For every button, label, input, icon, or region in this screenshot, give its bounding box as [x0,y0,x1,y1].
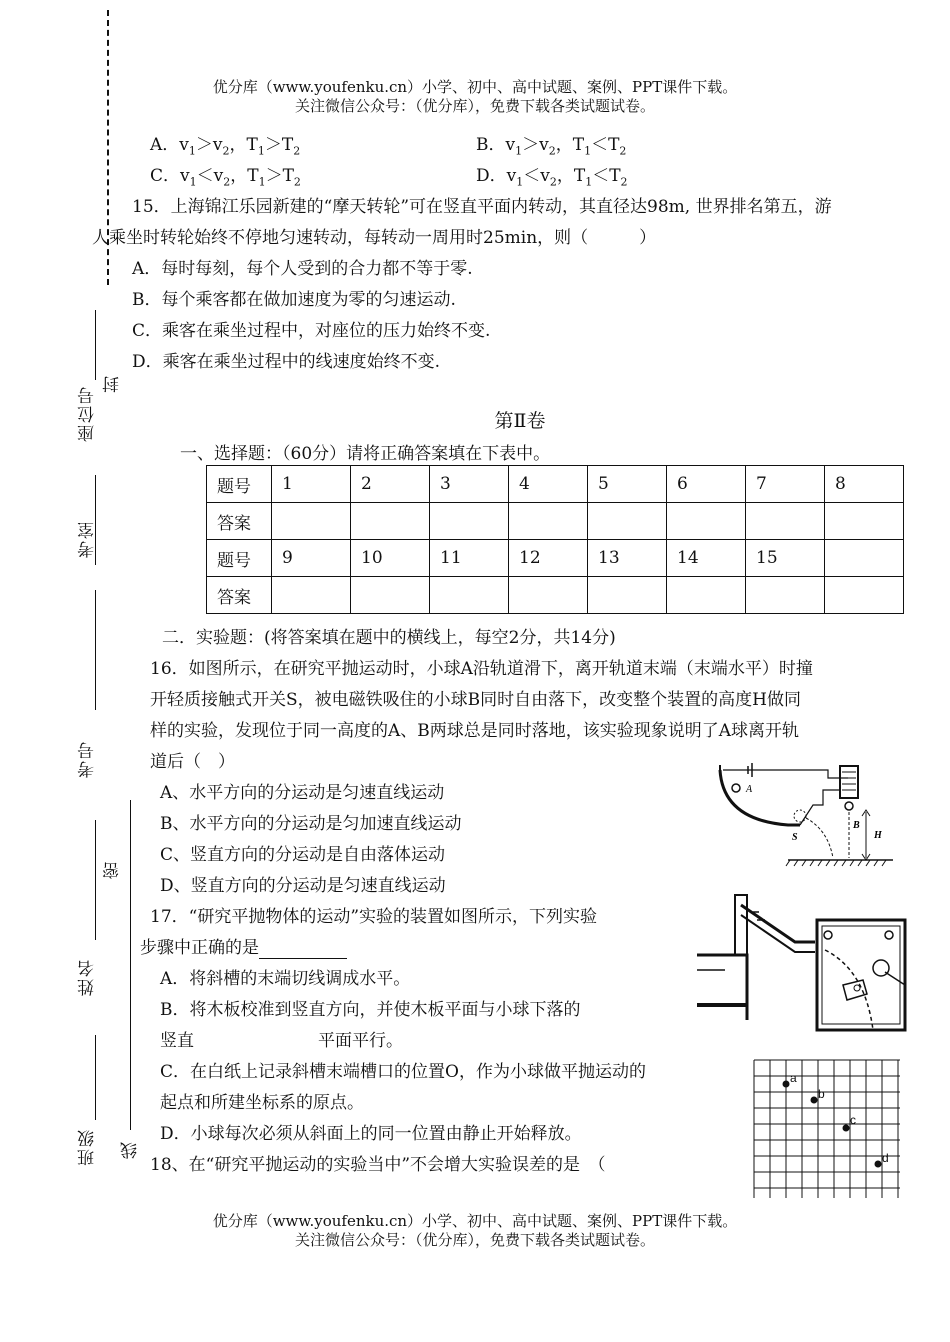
grid-label-d: d [882,1151,889,1165]
answer-cell[interactable] [430,577,509,614]
q15-option-c[interactable]: C．乘客在乘坐过程中，对座位的压力始终不变. [132,321,491,341]
q17-option-c-2: 起点和所建坐标系的原点。 [160,1093,364,1113]
q14-option-d[interactable]: D．$v_1<v_2$，$T_1<T_2$ [476,166,628,189]
q16-option-b[interactable]: B、水平方向的分运动是匀加速直线运动 [160,814,462,834]
q15-option-a[interactable]: A．每时每刻，每个人受到的合力都不等于零. [132,259,473,279]
fig-label-b: B [853,820,860,831]
q15-stem-1: 15．上海锦江乐园新建的“摩天转轮”可在竖直平面内转动，其直径达98m, 世界排名第五，游 [132,197,832,217]
q17-answer-blank[interactable] [259,940,347,959]
line-label: 线 [121,1140,141,1159]
answer-cell[interactable] [825,503,904,540]
exam-no-underline [95,590,96,710]
name-label: 姓名 [78,958,98,996]
q14-option-a[interactable]: A．$v_1>v_2$，$T_1>T_2$ [150,135,301,158]
table-cell: 4 [509,466,588,503]
answer-cell[interactable] [509,503,588,540]
table-cell: 5 [588,466,667,503]
answer-cell[interactable] [667,577,746,614]
grid-label-b: b [818,1087,825,1101]
q15-option-d[interactable]: D．乘客在乘坐过程中的线速度始终不变. [132,352,441,372]
q17-option-b-2: 竖直 平面平行。 [160,1031,403,1051]
q17-option-b-1[interactable]: B．将木板校准到竖直方向，并使木板平面与小球下落的 [160,1000,581,1020]
q16-stem-1: 16．如图所示，在研究平抛运动时，小球A沿轨道滑下，离开轨道末端（末端水平）时撞 [150,659,813,679]
table-cell: 8 [825,466,904,503]
name-underline [95,820,96,940]
q16-apparatus-figure [718,760,898,870]
q15-option-b[interactable]: B．每个乘客都在做加速度为零的匀速运动. [132,290,456,310]
table-cell: 14 [667,540,746,577]
grid-point-a [783,1081,790,1088]
room-label: 考室 [78,520,98,558]
class-underline [95,1035,96,1120]
grid-figure [752,1058,902,1198]
answer-cell[interactable] [746,577,825,614]
table-cell: 7 [746,466,825,503]
seat-underline [95,310,96,380]
q17-option-a[interactable]: A．将斜槽的末端切线调成水平。 [160,969,411,989]
table-cell: 3 [430,466,509,503]
answer-cell[interactable] [272,503,351,540]
footer-line-1: 优分库（www.youfenku.cn）小学、初中、高中试题、案例、PPT课件下载。 [212,1212,738,1230]
q17-apparatus-figure [695,890,915,1040]
seat-label: 座位号 [78,385,98,442]
part-2-title: 第Ⅱ卷 [494,410,546,432]
q17-option-d[interactable]: D．小球每次必须从斜面上的同一位置由静止开始释放。 [160,1124,582,1144]
table-cell: 6 [667,466,746,503]
answer-cell[interactable] [588,503,667,540]
grid-lines [754,1060,900,1198]
table-cell: 9 [272,540,351,577]
table-cell: 12 [509,540,588,577]
answer-cell[interactable] [746,503,825,540]
answer-cell[interactable] [667,503,746,540]
table-cell: 15 [746,540,825,577]
grid-point-d [875,1161,882,1168]
table-row [207,540,904,577]
table-cell: 题号 [207,466,272,503]
grid-point-c [843,1125,850,1132]
q15-stem-2: 人乘坐时转轮始终不停地匀速转动，每转动一周用时25min，则（ ） [92,228,657,248]
table-cell: 10 [351,540,430,577]
answer-cell[interactable] [509,577,588,614]
q14-option-b[interactable]: B．$v_1>v_2$，$T_1<T_2$ [476,135,627,158]
grid-point-b [811,1097,818,1104]
q17-stem-1: 17．“研究平抛物体的运动”实验的装置如图所示，下列实验 [150,907,598,927]
q16-stem-4: 道后（ ） [150,752,235,772]
secret-label: 密 [103,860,123,879]
table-cell: 11 [430,540,509,577]
table-row [207,577,904,614]
section-1-heading: 一、选择题：（60分）请将正确答案填在下表中。 [180,444,551,464]
table-cell: 题号 [207,540,272,577]
q16-stem-3: 样的实验，发现位于同一高度的A、B两球总是同时落地，该实验现象说明了A球离开轨 [150,721,800,741]
answer-cell[interactable] [351,577,430,614]
q17-stem-2: 步骤中正确的是 [140,937,347,959]
header-line-1: 优分库（www.youfenku.cn）小学、初中、高中试题、案例、PPT课件下载。 [212,78,738,96]
table-row [207,503,904,540]
table-row [207,466,904,503]
exam-no-label: 考号 [78,740,98,778]
answer-table [206,465,904,614]
section-2-heading: 二．实验题：(将答案填在题中的横线上，每空2分，共14分) [162,628,616,648]
q18-stem: 18、在“研究平抛运动的实验当中”不会增大实验误差的是 （ [150,1155,606,1175]
header-line-2: 关注微信公众号：（优分库），免费下载各类试题试卷。 [294,97,655,115]
q16-option-c[interactable]: C、竖直方向的分运动是自由落体运动 [160,845,446,865]
answer-cell[interactable] [272,577,351,614]
table-cell: 2 [351,466,430,503]
fig-label-h: H [874,830,882,841]
table-cell: 13 [588,540,667,577]
class-label: 班级 [78,1128,98,1166]
q14-option-c[interactable]: C．$v_1<v_2$，$T_1>T_2$ [150,166,301,189]
q16-stem-2: 开轻质接触式开关S，被电磁铁吸住的小球B同时自由落下，改变整个装置的高度H做同 [150,690,801,710]
binding-line-right [130,800,131,1130]
fig-label-s: S [792,832,798,843]
table-cell: 答案 [207,577,272,614]
q16-option-a[interactable]: A、水平方向的分运动是匀速直线运动 [160,783,445,803]
answer-cell[interactable] [825,577,904,614]
table-cell: 1 [272,466,351,503]
q17-option-c-1[interactable]: C．在白纸上记录斜槽末端槽口的位置O，作为小球做平抛运动的 [160,1062,646,1082]
grid-label-a: a [790,1071,797,1085]
footer-line-2: 关注微信公众号：（优分库），免费下载各类试题试卷。 [294,1231,655,1249]
grid-label-c: c [850,1113,856,1127]
fig-label-a: A [746,784,753,795]
seal-label: 封 [103,374,123,393]
answer-cell[interactable] [430,503,509,540]
answer-cell[interactable] [351,503,430,540]
answer-cell[interactable] [588,577,667,614]
q16-option-d[interactable]: D、竖直方向的分运动是匀速直线运动 [160,876,446,896]
table-cell: 答案 [207,503,272,540]
table-cell [825,540,904,577]
